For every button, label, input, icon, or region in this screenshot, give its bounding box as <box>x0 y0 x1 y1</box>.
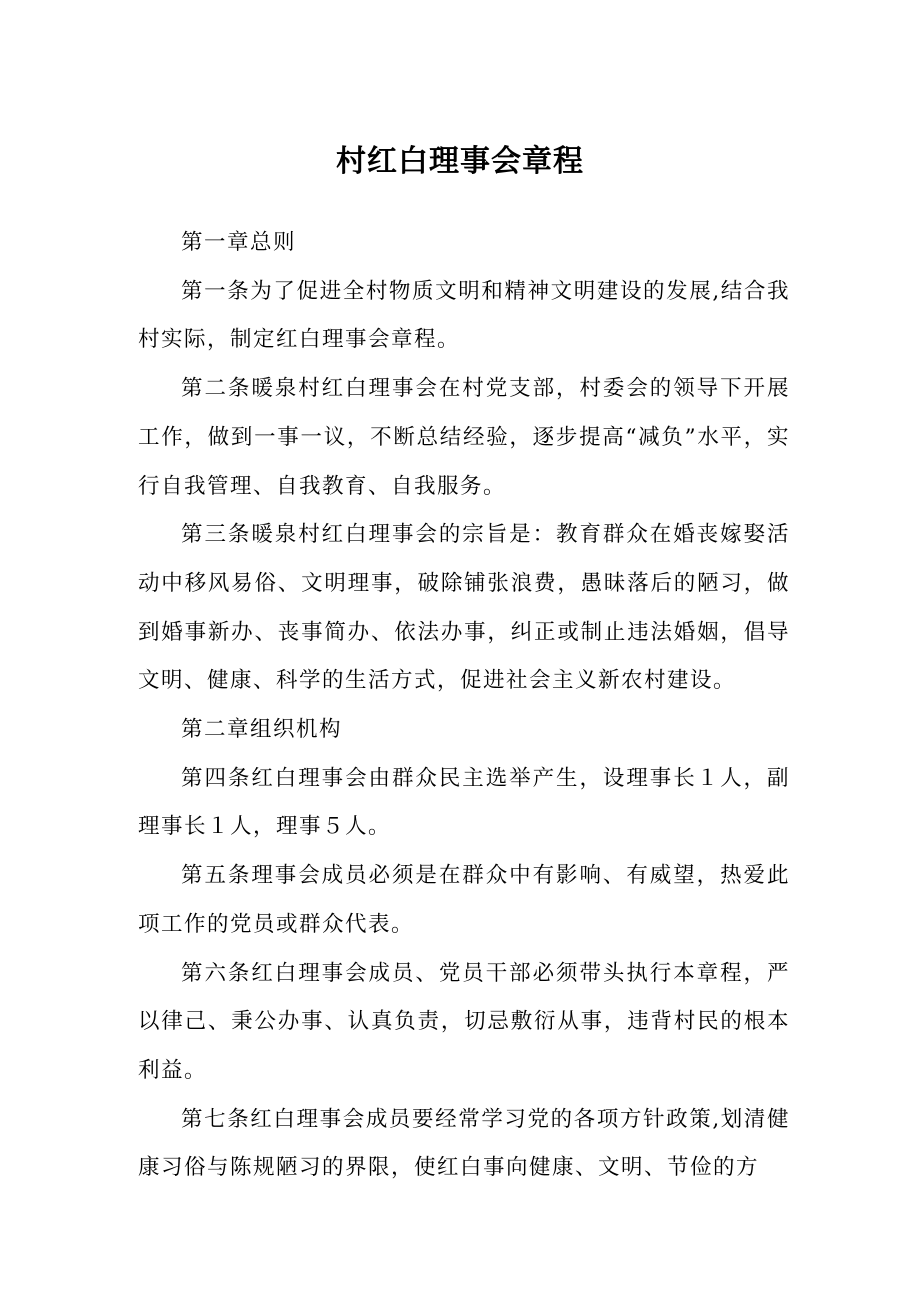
document-body <box>138 219 790 1193</box>
article-paragraph: 第七条红白理事会成员要经常学习党的各项方针政策,划清健康习俗与陈规陋习的界限，使红白事向健康、文明、节俭的方 <box>138 1106 790 1181</box>
article-paragraph: 第五条理事会成员必须是在群众中有影响、有威望，热爱此项工作的党员或群众代表。 <box>138 863 790 937</box>
article-paragraph: 第三条暖泉村红白理事会的宗旨是：教育群众在婚丧嫁娶活动中移风易俗、文明理事，破除铺张浪费，愚昧落后的陋习，做到婚事新办、丧事简办、依法办事，纠正或制止违法婚姻，倡导文明、健康、科学的生活方式，促进社会主义新农村建设。 <box>138 522 790 694</box>
article-paragraph: 第一条为了促进全村物质文明和精神文明建设的发展,结合我村实际，制定红白理事会章程。 <box>138 278 790 353</box>
article-paragraph: 第六条红白理事会成员、党员干部必须带头执行本章程，严以律己、秉公办事、认真负责，切忌敷衍从事，违背村民的根本利益。 <box>138 960 790 1083</box>
chapter-heading: 第二章组织机构 <box>181 717 343 743</box>
article-paragraph: 第四条红白理事会由群众民主选举产生，设理事长１人，副理事长１人，理事５人。 <box>138 765 790 840</box>
chapter-heading: 第一章总则 <box>181 230 297 255</box>
article-paragraph: 第二条暖泉村红白理事会在村党支部，村委会的领导下开展工作，做到一事一议，不断总结经验，逐步提高“减负”水平，实行自我管理、自我教育、自我服务。 <box>138 376 790 499</box>
document-title: 村红白理事会章程 <box>336 144 584 179</box>
